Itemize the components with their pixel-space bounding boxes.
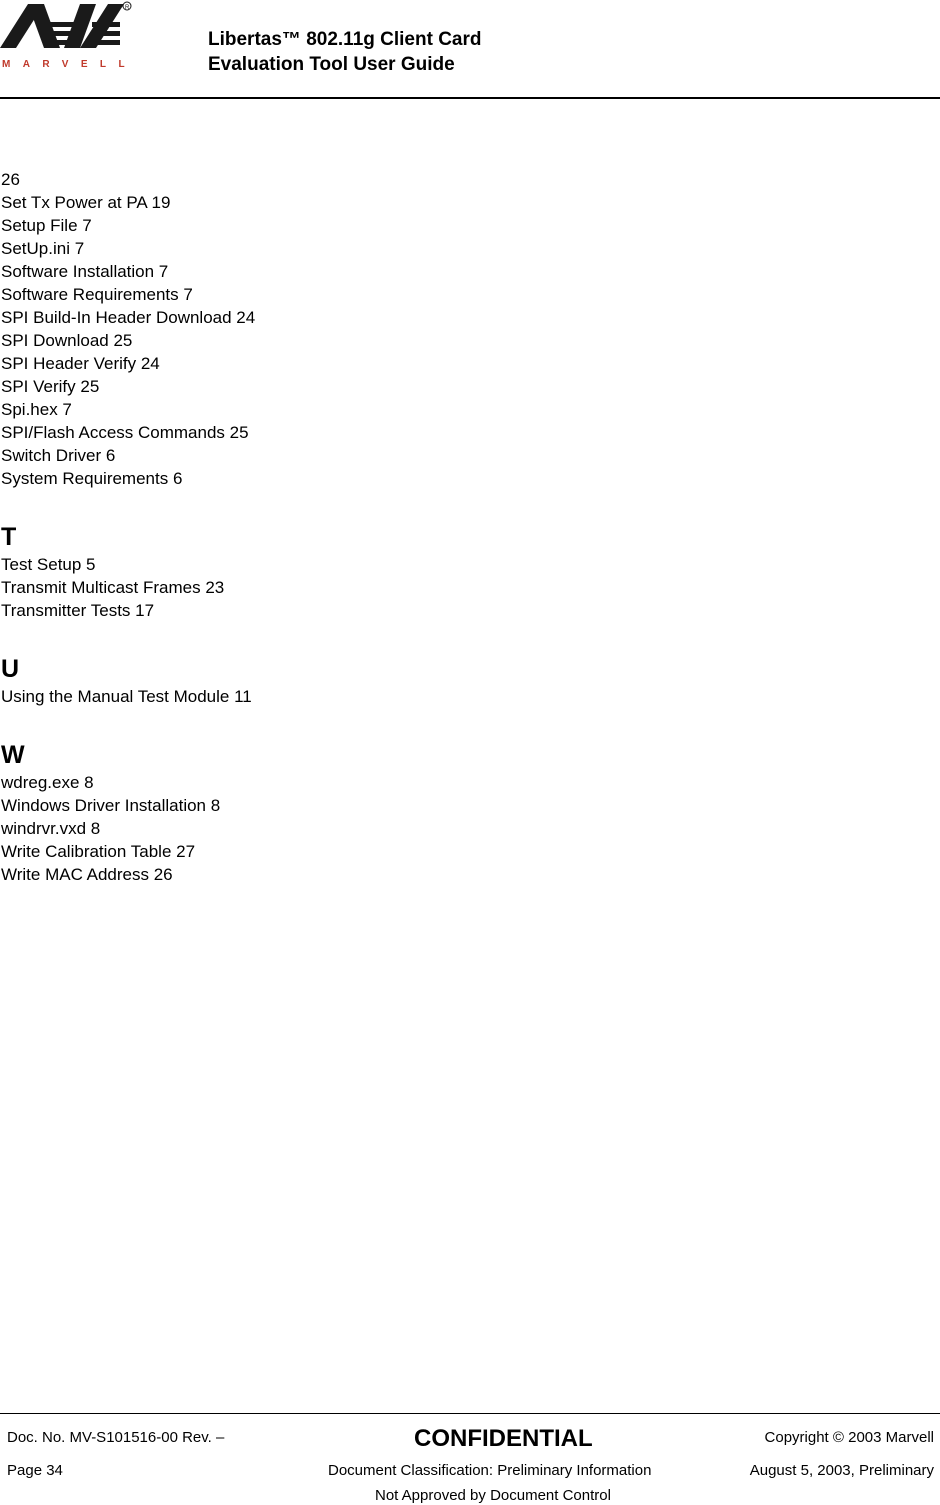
footer-rule: [0, 1413, 940, 1414]
index-list: [1, 168, 601, 886]
index-entry: Switch Driver 6: [1, 446, 116, 465]
document-title-line2: Evaluation Tool User Guide: [208, 54, 455, 75]
footer-approval: Not Approved by Document Control: [375, 1487, 611, 1504]
svg-text:R: R: [125, 5, 130, 11]
page-header: [0, 0, 940, 100]
index-entry: Write MAC Address 26: [1, 865, 173, 884]
index-entry: SPI Download 25: [1, 331, 133, 350]
index-entry: SPI Build-In Header Download 24: [1, 308, 256, 327]
index-entry: Software Installation 7: [1, 262, 169, 281]
index-entry: windrvr.vxd 8: [1, 819, 101, 838]
index-entry: Write Calibration Table 27: [1, 842, 196, 861]
index-entry: SPI Header Verify 24: [1, 354, 160, 373]
marvell-logo: [0, 0, 136, 80]
index-letter-w: W: [1, 741, 25, 769]
header-rule: [0, 97, 940, 99]
index-entry: System Requirements 6: [1, 469, 183, 488]
index-entry: Spi.hex 7: [1, 400, 72, 419]
index-entry: Transmit Multicast Frames 23: [1, 578, 225, 597]
footer-doc-number: Doc. No. MV-S101516-00 Rev. –: [7, 1429, 225, 1446]
index-entry: SPI Verify 25: [1, 377, 100, 396]
index-entry: SetUp.ini 7: [1, 239, 85, 258]
index-entry: Setup File 7: [1, 216, 92, 235]
index-entry: Windows Driver Installation 8: [1, 796, 221, 815]
index-entry: Transmitter Tests 17: [1, 601, 155, 620]
footer-confidential: CONFIDENTIAL: [414, 1425, 593, 1452]
index-entry: 26: [1, 170, 20, 189]
index-entry: Test Setup 5: [1, 555, 96, 574]
document-title: [208, 27, 482, 77]
index-entry: wdreg.exe 8: [1, 773, 94, 792]
logo-wordmark: MARVELL: [2, 59, 137, 70]
index-entry: Using the Manual Test Module 11: [1, 687, 252, 706]
index-letter-t: T: [1, 523, 17, 551]
index-entry: Set Tx Power at PA 19: [1, 193, 171, 212]
marvell-logo-mark: [0, 0, 136, 60]
footer-copyright: Copyright © 2003 Marvell: [764, 1429, 934, 1446]
footer-classification: Document Classification: Preliminary Information: [328, 1462, 652, 1479]
footer-page-number: Page 34: [7, 1462, 63, 1479]
index-entry: Software Requirements 7: [1, 285, 193, 304]
footer-date: August 5, 2003, Preliminary: [749, 1462, 934, 1479]
document-title-line1: Libertas™ 802.11g Client Card: [208, 29, 482, 50]
index-letter-u: U: [1, 655, 20, 683]
index-entry: SPI/Flash Access Commands 25: [1, 423, 249, 442]
